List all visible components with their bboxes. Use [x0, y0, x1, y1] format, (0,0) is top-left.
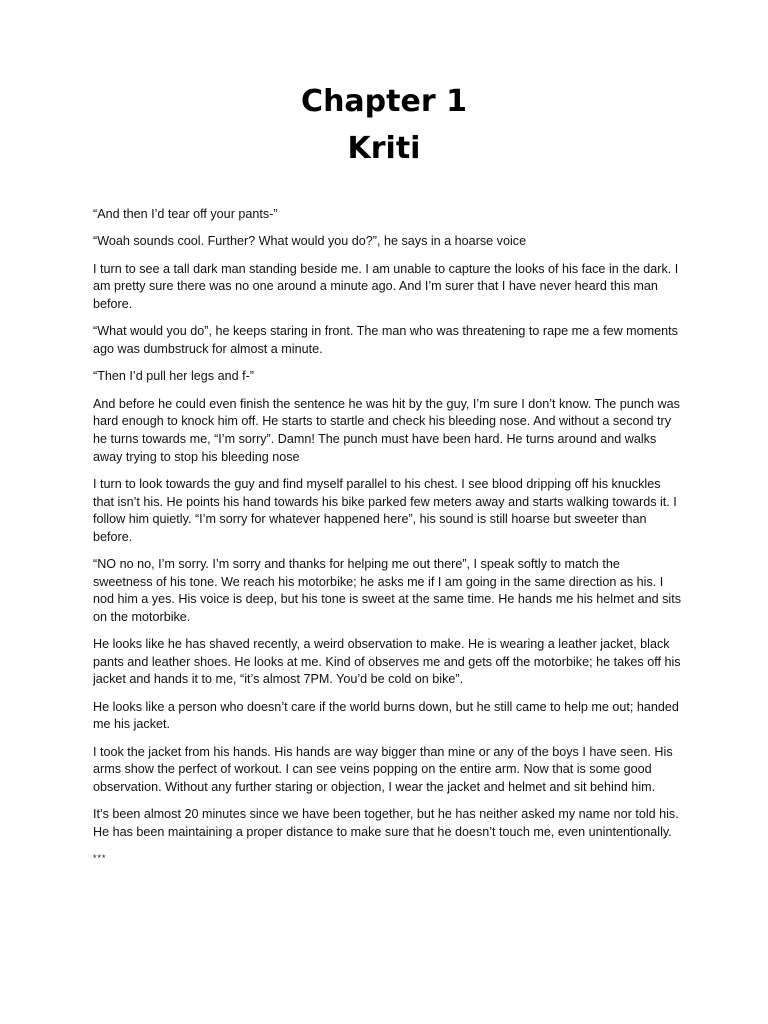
- chapter-body: [93, 206, 681, 875]
- scene-separator: ***: [93, 853, 107, 864]
- paragraph: And before he could even finish the sentence he was hit by the guy, I’m sure I don’t know. The punch was hard enough to knock him off. He starts to startle and check his bleeding nose. And without a second try he turns towards me, “I’m sorry”. Damn! The punch must have been hard. He turns around and walks away trying to stop his bleeding nose: [93, 396, 680, 464]
- paragraph: “Woah sounds cool. Further? What would you do?”, he says in a hoarse voice: [93, 234, 527, 249]
- paragraph: “What would you do”, he keeps staring in front. The man who was threatening to rape me a few moments ago was dumbstruck for almost a minute.: [93, 324, 678, 356]
- paragraph: I turn to see a tall dark man standing beside me. I am unable to capture the looks of his face in the dark. I am pretty sure there was no one around a minute ago. And I’m surer that I have never heard this man before.: [93, 261, 679, 311]
- paragraph: “Then I’d pull her legs and f-”: [93, 369, 255, 384]
- paragraph: “NO no no, I’m sorry. I’m sorry and thanks for helping me out there”, I speak softly to match the sweetness of his tone. We reach his motorbike; he asks me if I am going in the same direction as his. I nod him a yes. His voice is deep, but his tone is sweet at the same time. He hands me his helmet and sits on the motorbike.: [93, 557, 681, 624]
- chapter-title: Chapter 1: [301, 84, 467, 119]
- paragraph: It’s been almost 20 minutes since we have been together, but he has neither asked my name nor told his. He has been maintaining a proper distance to make sure that he doesn’t touch me, even unintentionally.: [93, 807, 679, 839]
- paragraph: I took the jacket from his hands. His hands are way bigger than mine or any of the boys I have seen. His arms show the perfect of workout. I can see veins popping on the entire arm. Now that is some good observation. Without any further staring or objection, I wear the jacket and helmet and sit behind him.: [93, 744, 673, 794]
- chapter-subtitle: Kriti: [347, 131, 421, 166]
- paragraph: “And then I’d tear off your pants-”: [93, 207, 278, 221]
- paragraph: He looks like he has shaved recently, a weird observation to make. He is wearing a leather jacket, black pants and leather shoes. He looks at me. Kind of observes me and gets off the motorbike; he takes off his jacket and hands it to me, “it’s almost 7PM. You’d be cold on bike”.: [93, 637, 681, 687]
- paragraph: He looks like a person who doesn’t care if the world burns down, but he still came to help me out; handed me his jacket.: [93, 699, 679, 732]
- paragraph: I turn to look towards the guy and find myself parallel to his chest. I see blood dripping off his knuckles that isn’t his. He points his hand towards his bike parked few meters away and starts walking towards it. I follow him quietly. “I’m sorry for whatever happened here”, his sound is still hoarse but sweeter than before.: [93, 476, 677, 544]
